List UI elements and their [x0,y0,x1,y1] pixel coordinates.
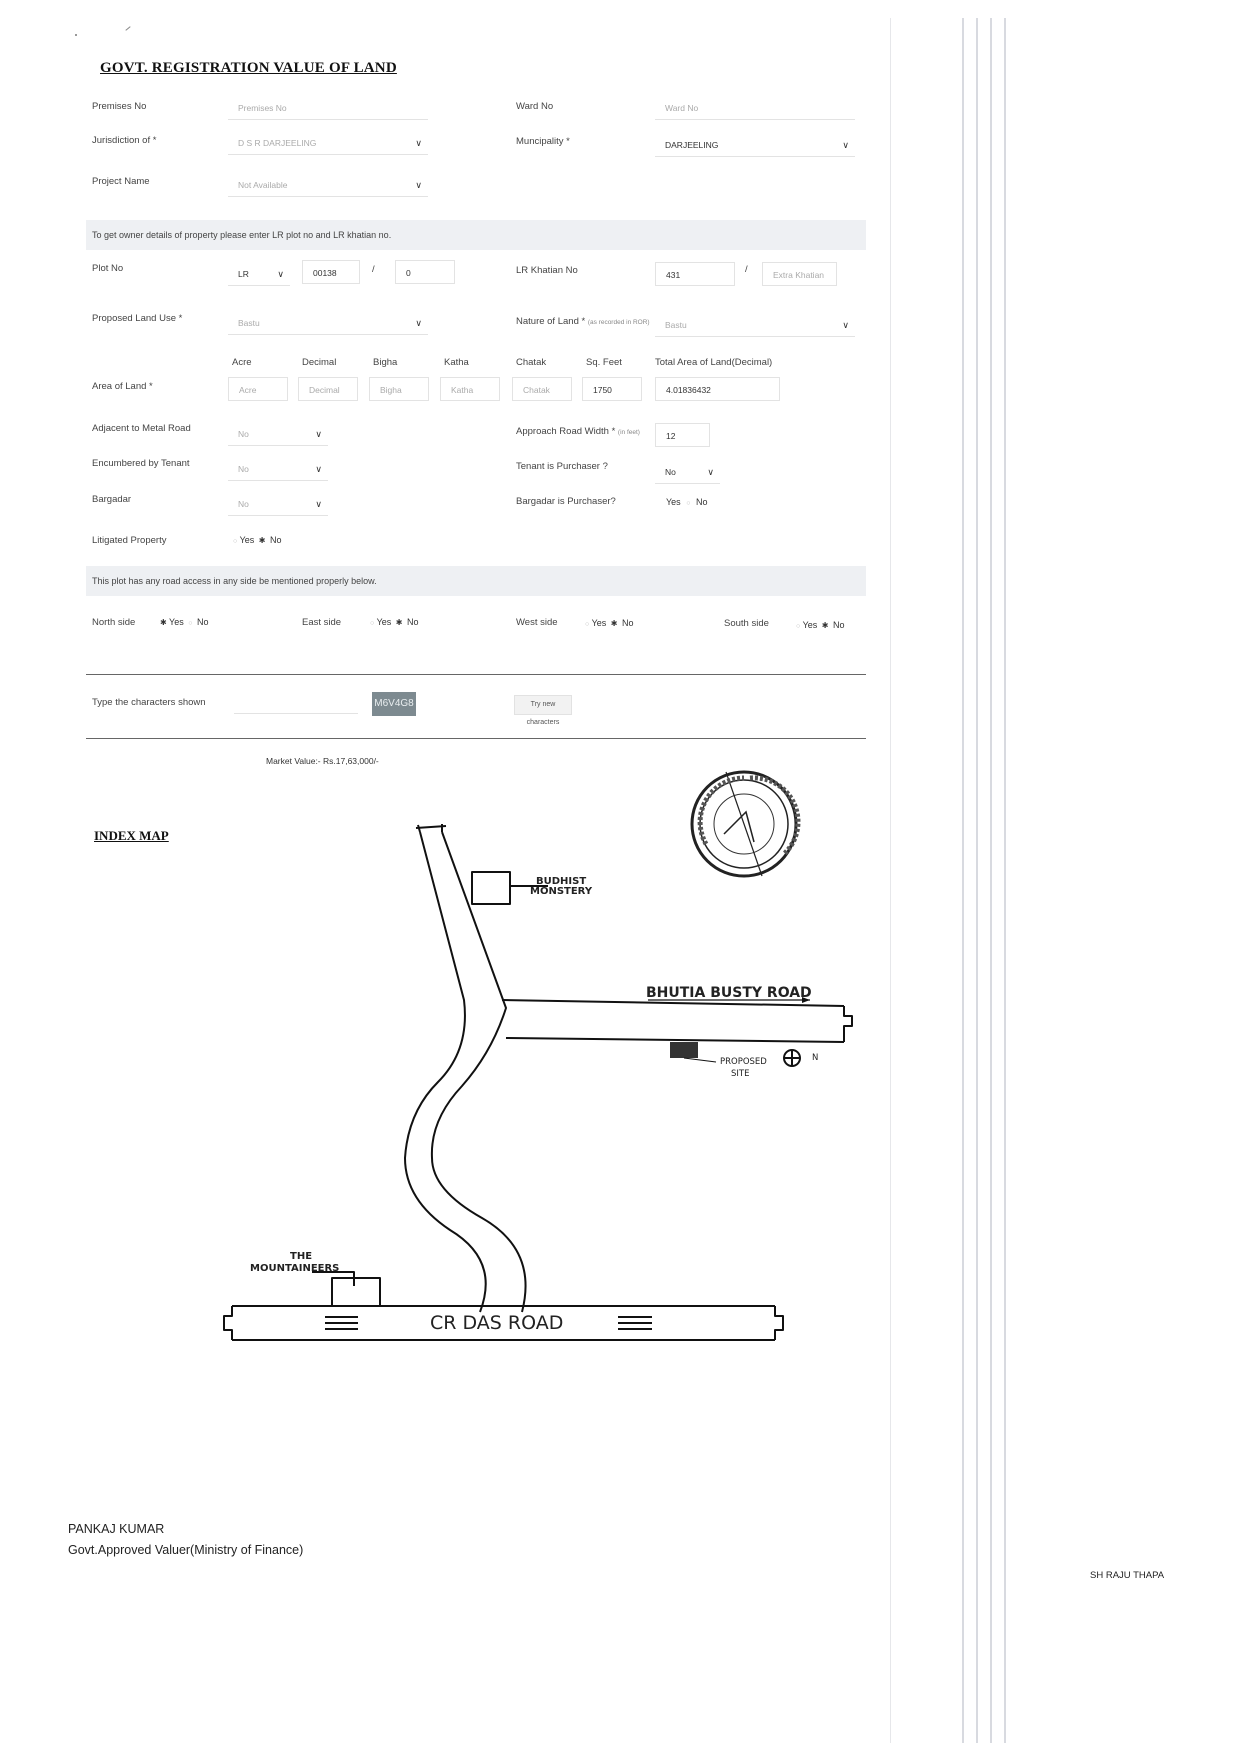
radio-yes-label: Yes [239,535,255,545]
traffic-arrow [325,1317,358,1329]
lr-khatian-input[interactable]: 431 [655,262,735,286]
chevron-down-icon: ∨ [277,269,284,279]
chevron-down-icon: ∨ [415,318,422,328]
bargadar-is-purchaser-label: Bargadar is Purchaser? [516,496,616,507]
premises-no-input[interactable]: Premises No [228,96,428,120]
radio-yes-label: Yes [376,617,392,627]
area-header-total: Total Area of Land(Decimal) [655,357,773,368]
scan-mark [75,34,77,36]
municipality-value: DARJEELING [665,140,719,150]
jurisdiction-label: Jurisdiction of * [92,135,157,146]
area-acre-input[interactable]: Acre [228,377,288,401]
divider-line [86,674,866,675]
east-side-radio[interactable] [370,617,419,627]
nature-of-land-select[interactable] [655,313,855,337]
radio-no-label: No [197,617,209,627]
nature-of-land-value: Bastu [665,320,687,330]
monastery-label: MONSTERY [530,886,593,897]
area-header-sqfeet: Sq. Feet [586,357,622,368]
north-side-radio[interactable] [160,617,209,627]
plot-no-label: Plot No [92,263,124,274]
chevron-down-icon: ∨ [415,138,422,148]
municipality-select[interactable] [655,133,855,157]
traffic-arrow [618,1317,652,1329]
west-side-label: West side [516,617,558,628]
south-side-radio[interactable] [796,620,845,630]
plot-sub-input[interactable]: 0 [395,260,455,284]
divider-line [86,738,866,739]
approach-road-width-input[interactable]: 12 [655,423,710,447]
radio-selected-icon: ✱ [258,536,266,545]
scan-edge-line [976,18,978,1743]
lr-khatian-label: LR Khatian No [516,265,578,276]
area-header-bigha: Bigha [373,357,398,368]
chevron-down-icon: ∨ [415,180,422,190]
chevron-down-icon: ∨ [842,320,849,330]
owner-signature: SH RAJU THAPA [1090,1570,1165,1581]
area-total-input: 4.01836432 [655,377,780,401]
radio-no-label: No [622,618,634,628]
bargadar-label: Bargadar [92,494,132,505]
approach-road-width-note: (in feet) [617,429,640,436]
radio-no-label: No [407,617,419,627]
radio-selected-icon: ✱ [610,619,618,628]
chevron-down-icon: ∨ [315,429,322,439]
project-name-select[interactable] [228,173,428,197]
valuer-designation: Govt.Approved Valuer(Ministry of Finance) [68,1543,304,1557]
scan-edge-line [990,18,992,1743]
bargadar-is-purchaser-radio[interactable] [666,497,707,507]
litigated-property-label: Litigated Property [92,535,167,546]
adjacent-metal-road-label: Adjacent to Metal Road [92,423,191,434]
north-label: N [812,1053,819,1063]
road-access-band: This plot has any road access in any side be mentioned properly below. [86,566,866,596]
radio-empty-icon: ○ [370,620,375,627]
radio-selected-icon: ✱ [395,618,403,627]
radio-selected-icon: ✱ [160,618,167,627]
plot-prefix-value: LR [238,269,249,279]
bargadar-value: No [238,499,249,509]
litigated-property-radio[interactable] [233,535,282,545]
ward-no-input[interactable]: Ward No [655,96,855,120]
encumbered-by-tenant-select[interactable] [228,457,328,481]
chevron-down-icon: ∨ [707,467,714,477]
plot-no-input[interactable]: 00138 [302,260,360,284]
radio-no-label: No [833,620,845,630]
tenant-is-purchaser-label: Tenant is Purchaser ? [516,461,608,472]
adjacent-metal-road-value: No [238,429,249,439]
radio-no-label: No [695,497,708,507]
scan-mark [125,26,130,31]
tenant-is-purchaser-value: No [665,467,676,477]
ward-no-label: Ward No [516,101,554,112]
area-katha-input[interactable]: Katha [440,377,500,401]
tenant-is-purchaser-select[interactable] [655,460,720,484]
road-edge [506,1038,844,1042]
project-name-label: Project Name [92,176,150,187]
approach-road-width-text: Approach Road Width * [516,426,616,437]
area-sqfeet-input[interactable]: 1750 [582,377,642,401]
the-label: THE [290,1251,313,1262]
area-header-chatak: Chatak [516,357,547,368]
valuer-name: PANKAJ KUMAR [68,1522,165,1536]
index-map-heading: INDEX MAP [94,828,169,843]
area-of-land-label: Area of Land * [92,381,153,392]
bargadar-select[interactable] [228,492,328,516]
proposed-land-use-select[interactable] [228,311,428,335]
captcha-label: Type the characters shown [92,697,206,708]
encumbered-by-tenant-label: Encumbered by Tenant [92,458,190,469]
cr-das-road-label: CR DAS ROAD [430,1312,564,1334]
proposed-label: PROPOSED [720,1057,767,1067]
mountaineers-building [332,1278,380,1306]
index-map [220,820,870,1360]
radio-empty-icon: ○ [233,538,238,545]
radio-empty-icon: ○ [188,620,193,627]
adjacent-metal-road-select[interactable] [228,422,328,446]
approach-road-width-label [516,426,640,437]
municipality-label: Muncipality * [516,136,570,147]
radio-yes-label: Yes [169,617,184,627]
extra-khatian-input[interactable]: Extra Khatian [762,262,837,286]
encumbered-by-tenant-value: No [238,464,249,474]
road-end-cap [416,824,446,832]
radio-selected-icon: ✱ [821,621,829,630]
chevron-down-icon: ∨ [315,464,322,474]
project-name-value: Not Available [238,180,288,190]
budhist-monastery-building [472,872,510,904]
west-side-radio[interactable] [585,618,634,628]
jurisdiction-select[interactable] [228,131,428,155]
radio-yes-label: Yes [591,618,607,628]
area-chatak-input[interactable]: Chatak [512,377,572,401]
radio-empty-icon: ○ [585,621,590,628]
radio-yes-label: Yes [802,620,818,630]
try-new-characters-button[interactable]: Try new characters [514,695,572,715]
plot-prefix-select[interactable] [228,262,290,286]
area-header-decimal: Decimal [302,357,337,368]
mountaineers-label: MOUNTAINEERS [250,1263,340,1274]
nature-of-land-text: Nature of Land * [516,316,586,327]
area-header-acre: Acre [232,357,252,368]
bhutia-busty-road-label: BHUTIA BUSTY ROAD [646,985,812,1001]
area-header-katha: Katha [444,357,469,368]
premises-no-label: Premises No [92,101,147,112]
scan-edge-line [890,18,891,1743]
radio-no-label: No [270,535,282,545]
road-end-cap [775,1306,783,1340]
radio-dot-icon: ○ [686,500,691,507]
radio-yes-label: Yes [666,497,681,507]
east-side-label: East side [302,617,342,628]
road-end-cap [844,1006,852,1042]
south-side-label: South side [724,618,769,629]
chevron-down-icon: ∨ [842,140,849,150]
north-side-label: North side [92,617,136,628]
radio-empty-icon: ○ [796,623,801,630]
road-end-cap [224,1306,232,1340]
khatian-separator: / [745,264,748,275]
scan-edge-line [1004,18,1006,1743]
proposed-land-use-value: Bastu [238,318,260,328]
area-decimal-input[interactable]: Decimal [298,377,358,401]
nature-of-land-label [516,316,650,327]
captcha-image: M6V4G8 [372,692,416,716]
nature-of-land-note: (as recorded in ROR) [587,319,650,326]
budhist-label: BUDHIST [536,876,587,887]
site-label: SITE [731,1069,750,1079]
proposed-land-use-label: Proposed Land Use * [92,313,183,324]
scan-edge-line [962,18,964,1743]
proposed-site-pointer [684,1058,716,1062]
captcha-input[interactable] [234,690,358,714]
area-bigha-input[interactable]: Bigha [369,377,429,401]
jurisdiction-value: D S R DARJEELING [238,138,317,148]
market-value-text: Market Value:- Rs.17,63,000/- [266,756,379,766]
chevron-down-icon: ∨ [315,499,322,509]
page-title: GOVT. REGISTRATION VALUE OF LAND [100,60,397,76]
owner-info-band: To get owner details of property please enter LR plot no and LR khatian no. [86,220,866,250]
proposed-site-block [670,1042,698,1058]
plot-separator: / [372,264,375,275]
